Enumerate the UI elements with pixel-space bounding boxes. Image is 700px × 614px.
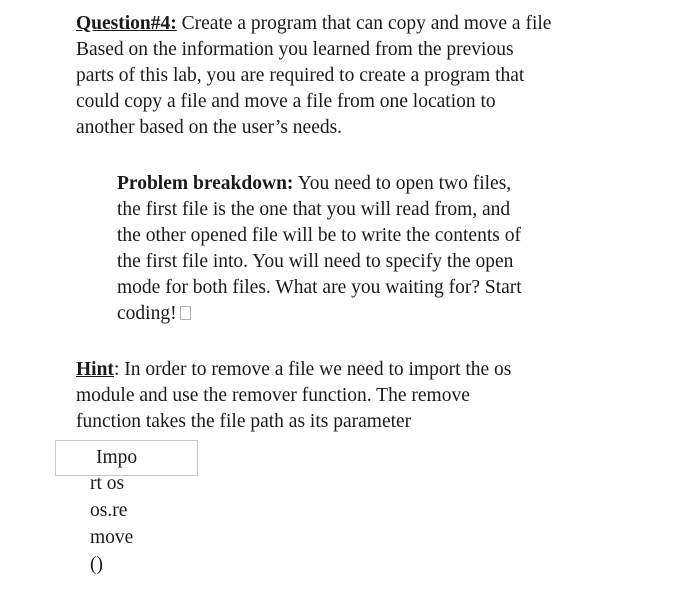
hint-line: function takes the file path as its parameter — [76, 411, 412, 432]
code-box-text: Impo — [96, 447, 138, 468]
question-line: another based on the user’s needs. — [76, 117, 343, 138]
breakdown-label: Problem breakdown: — [117, 173, 294, 194]
question-title: Create a program that can copy and move a file — [176, 13, 552, 34]
breakdown-line: mode for both files. What are you waiting for? Start — [117, 277, 522, 298]
hint-heading-line — [76, 357, 676, 383]
question-label: Question#4: — [76, 13, 177, 34]
code-line: () — [90, 554, 103, 575]
question-line: parts of this lab, you are required to create a program that — [76, 65, 525, 86]
hint-line: module and use the remover function. The remove — [76, 385, 470, 406]
hint-section — [76, 357, 676, 435]
hint-label: Hint — [76, 359, 114, 380]
breakdown-line: the first file into. You will need to specify the open — [117, 251, 514, 272]
question-line: Based on the information you learned from the previous — [76, 39, 514, 60]
breakdown-last-line — [117, 301, 677, 327]
breakdown-heading-line — [117, 171, 677, 197]
breakdown-first-line: You need to open two files, — [293, 173, 512, 194]
breakdown-line: the first file is the one that you will read from, and — [117, 199, 511, 220]
breakdown-coding-text: coding! — [117, 303, 177, 324]
missing-glyph-icon — [180, 306, 191, 320]
code-snippet — [90, 472, 133, 578]
hint-first-line: : In order to remove a file we need to import the os — [113, 359, 512, 380]
question-line: could copy a file and move a file from one location to — [76, 91, 496, 112]
breakdown-line: the other opened file will be to write the contents of — [117, 225, 521, 246]
question-section — [76, 11, 676, 141]
problem-breakdown-section — [117, 171, 677, 327]
code-line: move — [90, 527, 134, 548]
code-line: os.re — [90, 500, 128, 521]
code-line: rt os — [90, 473, 125, 494]
question-heading-line — [76, 11, 676, 37]
